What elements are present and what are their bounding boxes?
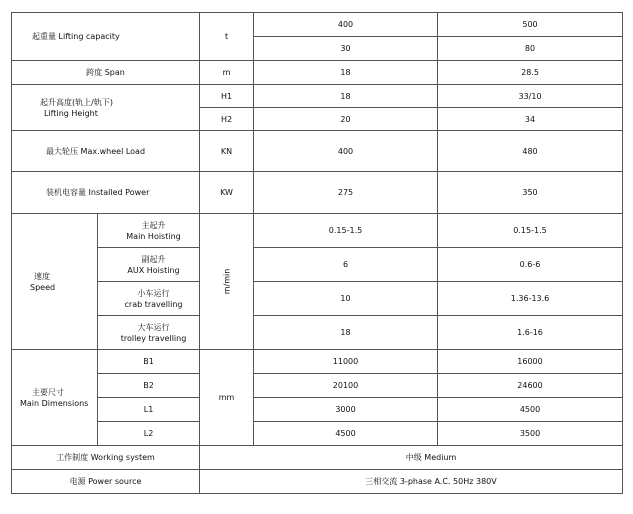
row-speed-crab-travelling: [12, 282, 623, 316]
max-wheel-load-value-1: 400: [254, 131, 438, 172]
main-dimensions-label: [12, 350, 98, 446]
dimension-l1-value-1: 3000: [254, 398, 438, 422]
installed-power-value-1: 275: [254, 172, 438, 214]
speed-aux-hoisting-value-2: 0.6-6: [438, 248, 623, 282]
installed-power-label: 装机电容量 Installed Power: [12, 172, 200, 214]
row-span: [12, 61, 623, 85]
main-dimensions-label-zh: 主要尺寸: [32, 387, 64, 397]
dimension-l2-value-2: 3500: [438, 422, 623, 446]
dimension-b2-value-1: 20100: [254, 374, 438, 398]
speed-item-main-hoisting: [98, 214, 200, 248]
speed-item-crab-travelling: [98, 282, 200, 316]
speed-aux-hoisting-value-1: 6: [254, 248, 438, 282]
installed-power-value-2: 350: [438, 172, 623, 214]
speed-unit-text: m/min: [222, 268, 232, 295]
row-dimension-b1: [12, 350, 623, 374]
crane-spec-table: [11, 12, 623, 494]
power-source-value: 三相交流 3-phase A.C. 50Hz 380V: [200, 470, 623, 494]
lifting-height-label: [12, 85, 200, 131]
lifting-capacity-aux-value-1: 30: [254, 37, 438, 61]
speed-trolley-travelling-value-1: 18: [254, 316, 438, 350]
speed-crab-travelling-value-2: 1.36-13.6: [438, 282, 623, 316]
row-working-system: [12, 446, 623, 470]
speed-item-en: Main Hoisting: [126, 231, 181, 241]
speed-label-en: Speed: [30, 282, 56, 292]
dimension-l2-value-1: 4500: [254, 422, 438, 446]
installed-power-unit: KW: [200, 172, 254, 214]
speed-item-zh: 大车运行: [137, 322, 170, 332]
span-label: 跨度 Span: [12, 61, 200, 85]
lifting-height-label-en: Lifting Height: [44, 108, 98, 118]
lifting-capacity-main-value-1: 400: [254, 13, 438, 37]
dimension-b1-value-2: 16000: [438, 350, 623, 374]
speed-label-zh: 速度: [34, 271, 50, 281]
power-source-label: 电源 Power source: [12, 470, 200, 494]
row-dimension-l2: [12, 422, 623, 446]
lifting-capacity-unit: t: [200, 13, 254, 61]
row-dimension-l1: [12, 398, 623, 422]
speed-unit: [200, 214, 254, 350]
speed-main-hoisting-value-1: 0.15-1.5: [254, 214, 438, 248]
speed-item-aux-hoisting: [98, 248, 200, 282]
speed-item-en: AUX Hoisting: [127, 265, 180, 275]
speed-label: [12, 214, 98, 350]
span-value-2: 28.5: [438, 61, 623, 85]
lifting-height-label-zh: 起升高度(轨上/轨下): [40, 97, 113, 107]
speed-item-trolley-travelling: [98, 316, 200, 350]
row-speed-trolley-travelling: [12, 316, 623, 350]
working-system-value: 中级 Medium: [200, 446, 623, 470]
max-wheel-load-value-2: 480: [438, 131, 623, 172]
row-speed-main-hoisting: [12, 214, 623, 248]
speed-crab-travelling-value-1: 10: [254, 282, 438, 316]
lifting-capacity-main-value-2: 500: [438, 13, 623, 37]
main-dimensions-label-en: Main Dimensions: [20, 398, 89, 408]
speed-item-en: trolley travelling: [120, 333, 187, 343]
max-wheel-load-label: 最大轮压 Max.wheel Load: [12, 131, 200, 172]
dimension-name-b1: B1: [98, 350, 200, 374]
lifting-capacity-label: 起重量 Lifting capacity: [12, 13, 200, 61]
lifting-height-unit-main: H1: [200, 85, 254, 108]
speed-item-zh: 小车运行: [137, 288, 170, 298]
row-installed-power: [12, 172, 623, 214]
working-system-label: 工作制度 Working system: [12, 446, 200, 470]
row-speed-aux-hoisting: [12, 248, 623, 282]
dimension-b1-value-1: 11000: [254, 350, 438, 374]
lifting-height-aux-value-1: 20: [254, 108, 438, 131]
span-unit: m: [200, 61, 254, 85]
dimension-name-l1: L1: [98, 398, 200, 422]
row-lifting-height-main: [12, 85, 623, 108]
row-dimension-b2: [12, 374, 623, 398]
speed-main-hoisting-value-2: 0.15-1.5: [438, 214, 623, 248]
speed-item-zh: 副起升: [141, 254, 166, 264]
lifting-height-unit-aux: H2: [200, 108, 254, 131]
speed-item-en: crab travelling: [124, 299, 183, 309]
lifting-capacity-aux-value-2: 80: [438, 37, 623, 61]
lifting-height-main-value-2: 33/10: [438, 85, 623, 108]
speed-item-zh: 主起升: [141, 220, 166, 230]
max-wheel-load-unit: KN: [200, 131, 254, 172]
dimension-l1-value-2: 4500: [438, 398, 623, 422]
dimension-b2-value-2: 24600: [438, 374, 623, 398]
row-max-wheel-load: [12, 131, 623, 172]
lifting-height-main-value-1: 18: [254, 85, 438, 108]
row-power-source: [12, 470, 623, 494]
main-dimensions-unit: mm: [200, 350, 254, 446]
speed-trolley-travelling-value-2: 1.6-16: [438, 316, 623, 350]
row-lifting-capacity-main: [12, 13, 623, 37]
dimension-name-l2: L2: [98, 422, 200, 446]
span-value-1: 18: [254, 61, 438, 85]
lifting-height-aux-value-2: 34: [438, 108, 623, 131]
dimension-name-b2: B2: [98, 374, 200, 398]
